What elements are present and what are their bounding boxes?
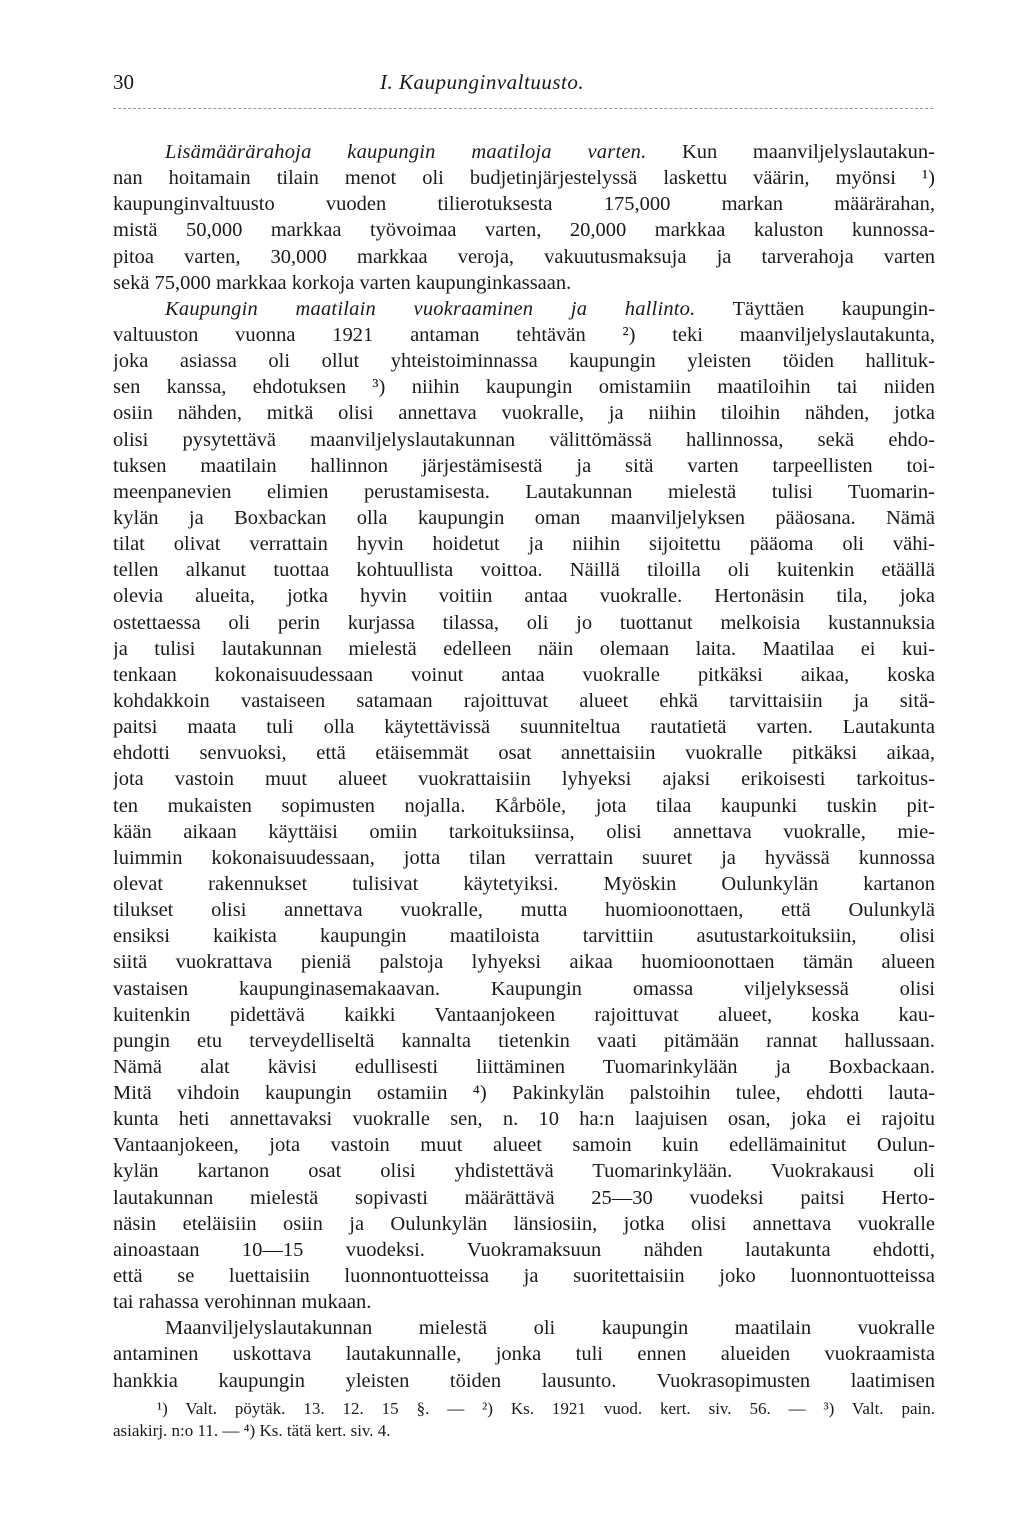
text-line: tuksen maatilain hallinnon järjestämisestä ja sitä varten tarpeellisten toi- — [113, 454, 935, 477]
text-line: Mitä vihdoin kaupungin ostamiin ⁴) Pakinkylän palstoihin tulee, ehdotti lauta- — [113, 1082, 935, 1105]
text-line: Nämä alat kävisi edullisesti liittäminen Tuomarinkylään ja Boxbackaan. — [113, 1055, 935, 1078]
text-line: osiin nähden, mitkä olisi annettava vuokralle, ja niihin tiloihin nähden, jotka — [113, 402, 935, 425]
text-line: tellen alkanut tuottaa kohtuullista voittoa. Näillä tiloilla oli kuitenkin etäällä — [113, 559, 935, 582]
header-divider — [113, 108, 933, 109]
text-line: kohdakkoin vastaiseen satamaan rajoittuvat alueet ehkä tarvittaisiin ja sitä- — [113, 689, 935, 712]
text-line: tenkaan kokonaisuudessaan voinut antaa vuokralle pitkäksi aikaa, koska — [113, 663, 935, 686]
text-line: siitä vuokrattava pieniä palstoja lyhyeksi aikaa huomioonottaen tämän alueen — [113, 951, 935, 974]
footnote-line: asiakirj. n:o 11. — ⁴) Ks. tätä kert. siv. 4. — [113, 1421, 391, 1440]
text-line: tilat olivat verrattain hyvin hoidetut ja niihin sijoitettu pääoma oli vähi- — [113, 533, 935, 556]
text-line: kään aikaan käyttäisi omiin tarkoituksiinsa, olisi annettava vuokralle, mie- — [113, 820, 935, 843]
text-line: Vantaanjokeen, jota vastoin muut alueet samoin kuin edellämainitut Oulun- — [113, 1134, 935, 1157]
text-line: kunta heti annettavaksi vuokralle sen, n. 10 ha:n laajuisen osan, joka ei rajoitu — [113, 1108, 935, 1131]
text-line: olevia alueita, jotka hyvin voitiin antaa vuokralle. Hertonäsin tila, joka — [113, 585, 935, 608]
text-line: pitoa varten, 30,000 markkaa veroja, vakuutusmaksuja ja tarverahoja varten — [113, 245, 935, 268]
text-line: ten mukaisten sopimusten nojalla. Kårböle, jota tilaa kaupunki tuskin pit- — [113, 794, 935, 817]
text-line: ja tulisi lautakunnan mielestä edelleen näin olemaan laita. Maatilaa ei kui- — [113, 637, 935, 660]
text-line: hankkia kaupungin yleisten töiden lausunto. Vuokrasopimusten laatimisen — [113, 1369, 935, 1392]
text-line: sekä 75,000 markkaa korkoja varten kaupunginkassaan. — [113, 271, 572, 294]
text-line: paitsi maata tuli olla käytettävissä suunniteltua rautatietä varten. Lautakunta — [113, 716, 935, 739]
text-line: joka asiassa oli ollut yhteistoiminnassa kaupungin yleisten töiden hallituk- — [113, 350, 935, 373]
section-heading: Kaupungin maatilain vuokraaminen ja hallinto. — [165, 297, 696, 320]
text-line: ehdotti senvuoksi, että etäisemmät osat annettaisiin vuokralle pitkäksi aikaa, — [113, 742, 935, 765]
footnote-line: ¹) Valt. pöytäk. 13. 12. 15 §. — ²) Ks. 1921 vuod. kert. siv. 56. — ³) Valt. pain. — [157, 1399, 935, 1418]
text-line: valtuuston vuonna 1921 antaman tehtävän ²) teki maanviljelyslautakunta, — [113, 323, 935, 346]
text-line: luimmin kokonaisuudessaan, jotta tilan verrattain suuret ja hyvässä kunnossa — [113, 846, 935, 869]
text-line: tai rahassa verohinnan mukaan. — [113, 1291, 372, 1314]
text-line: olisi pysytettävä maanviljelyslautakunnan välittömässä hallinnossa, sekä ehdo- — [113, 428, 935, 451]
text-line: kylän kartanon osat olisi yhdistettävä Tuomarinkylään. Vuokrakausi oli — [113, 1160, 935, 1183]
page-number: 30 — [113, 70, 134, 94]
footnotes — [113, 1398, 935, 1442]
text-line — [113, 139, 935, 165]
section-heading: Lisämäärärahoja kaupungin maatiloja varten. — [165, 141, 647, 163]
text-run: Kun maanviljelyslautakun- — [646, 141, 935, 163]
text-run: Täyttäen kaupungin- — [695, 297, 935, 320]
text-line: mistä 50,000 markkaa työvoimaa varten, 20,000 markkaa kaluston kunnossa- — [113, 219, 935, 242]
text-line: Maanviljelyslautakunnan mielestä oli kaupungin maatilain vuokralle — [165, 1317, 935, 1340]
text-line: meenpanevien elimien perustamisesta. Lautakunnan mielestä tulisi Tuomarin- — [113, 480, 935, 503]
text-line: ostettaessa oli perin kurjassa tilassa, oli jo tuottanut melkoisia kustannuksia — [113, 611, 935, 634]
text-line: nan hoitamain tilain menot oli budjetinjärjestelyssä laskettu väärin, myönsi ¹) — [113, 167, 935, 190]
text-line — [113, 296, 935, 322]
text-line: että se luettaisiin luonnontuotteissa ja suoritettaisiin joko luonnontuotteissa — [113, 1265, 935, 1288]
text-line: sen kanssa, ehdotuksen ³) niihin kaupungin omistamiin maatiloihin tai niiden — [113, 376, 935, 399]
page-header — [113, 70, 933, 100]
text-line: tilukset olisi annettava vuokralle, mutta huomioonottaen, että Oulunkylä — [113, 899, 935, 922]
text-line: kylän ja Boxbackan olla kaupungin oman maanviljelyksen pääosana. Nämä — [113, 506, 935, 529]
text-line: vastaisen kaupunginasemakaavan. Kaupungin omassa viljelyksessä olisi — [113, 977, 935, 1000]
text-line: pungin etu terveydelliseltä kannalta tietenkin vaati pitämään rannat hallussaan. — [113, 1029, 935, 1052]
text-line: jota vastoin muut alueet vuokrattaisiin lyhyeksi ajaksi erikoisesti tarkoitus- — [113, 768, 935, 791]
body-text — [113, 139, 935, 1394]
text-line: kaupunginvaltuusto vuoden tilierotuksesta 175,000 markan määrärahan, — [113, 193, 935, 216]
text-line: antaminen uskottava lautakunnalle, jonka tuli ennen alueiden vuokraamista — [113, 1343, 935, 1366]
running-title: I. Kaupunginvaltuusto. — [380, 70, 585, 94]
text-line: ainoastaan 10—15 vuodeksi. Vuokramaksuun nähden lautakunta ehdotti, — [113, 1238, 935, 1261]
text-line: lautakunnan mielestä sopivasti määrättävä 25—30 vuodeksi paitsi Herto- — [113, 1186, 935, 1209]
text-line: olevat rakennukset tulisivat käytetyiksi. Myöskin Oulunkylän kartanon — [113, 872, 935, 895]
text-line: ensiksi kaikista kaupungin maatiloista tarvittiin asutustarkoituksiin, olisi — [113, 925, 935, 948]
text-line: kuitenkin pidettävä kaikki Vantaanjokeen rajoittuvat alueet, koska kau- — [113, 1003, 935, 1026]
text-line: näsin eteläisiin osiin ja Oulunkylän länsiosiin, jotka olisi annettava vuokralle — [113, 1212, 935, 1235]
